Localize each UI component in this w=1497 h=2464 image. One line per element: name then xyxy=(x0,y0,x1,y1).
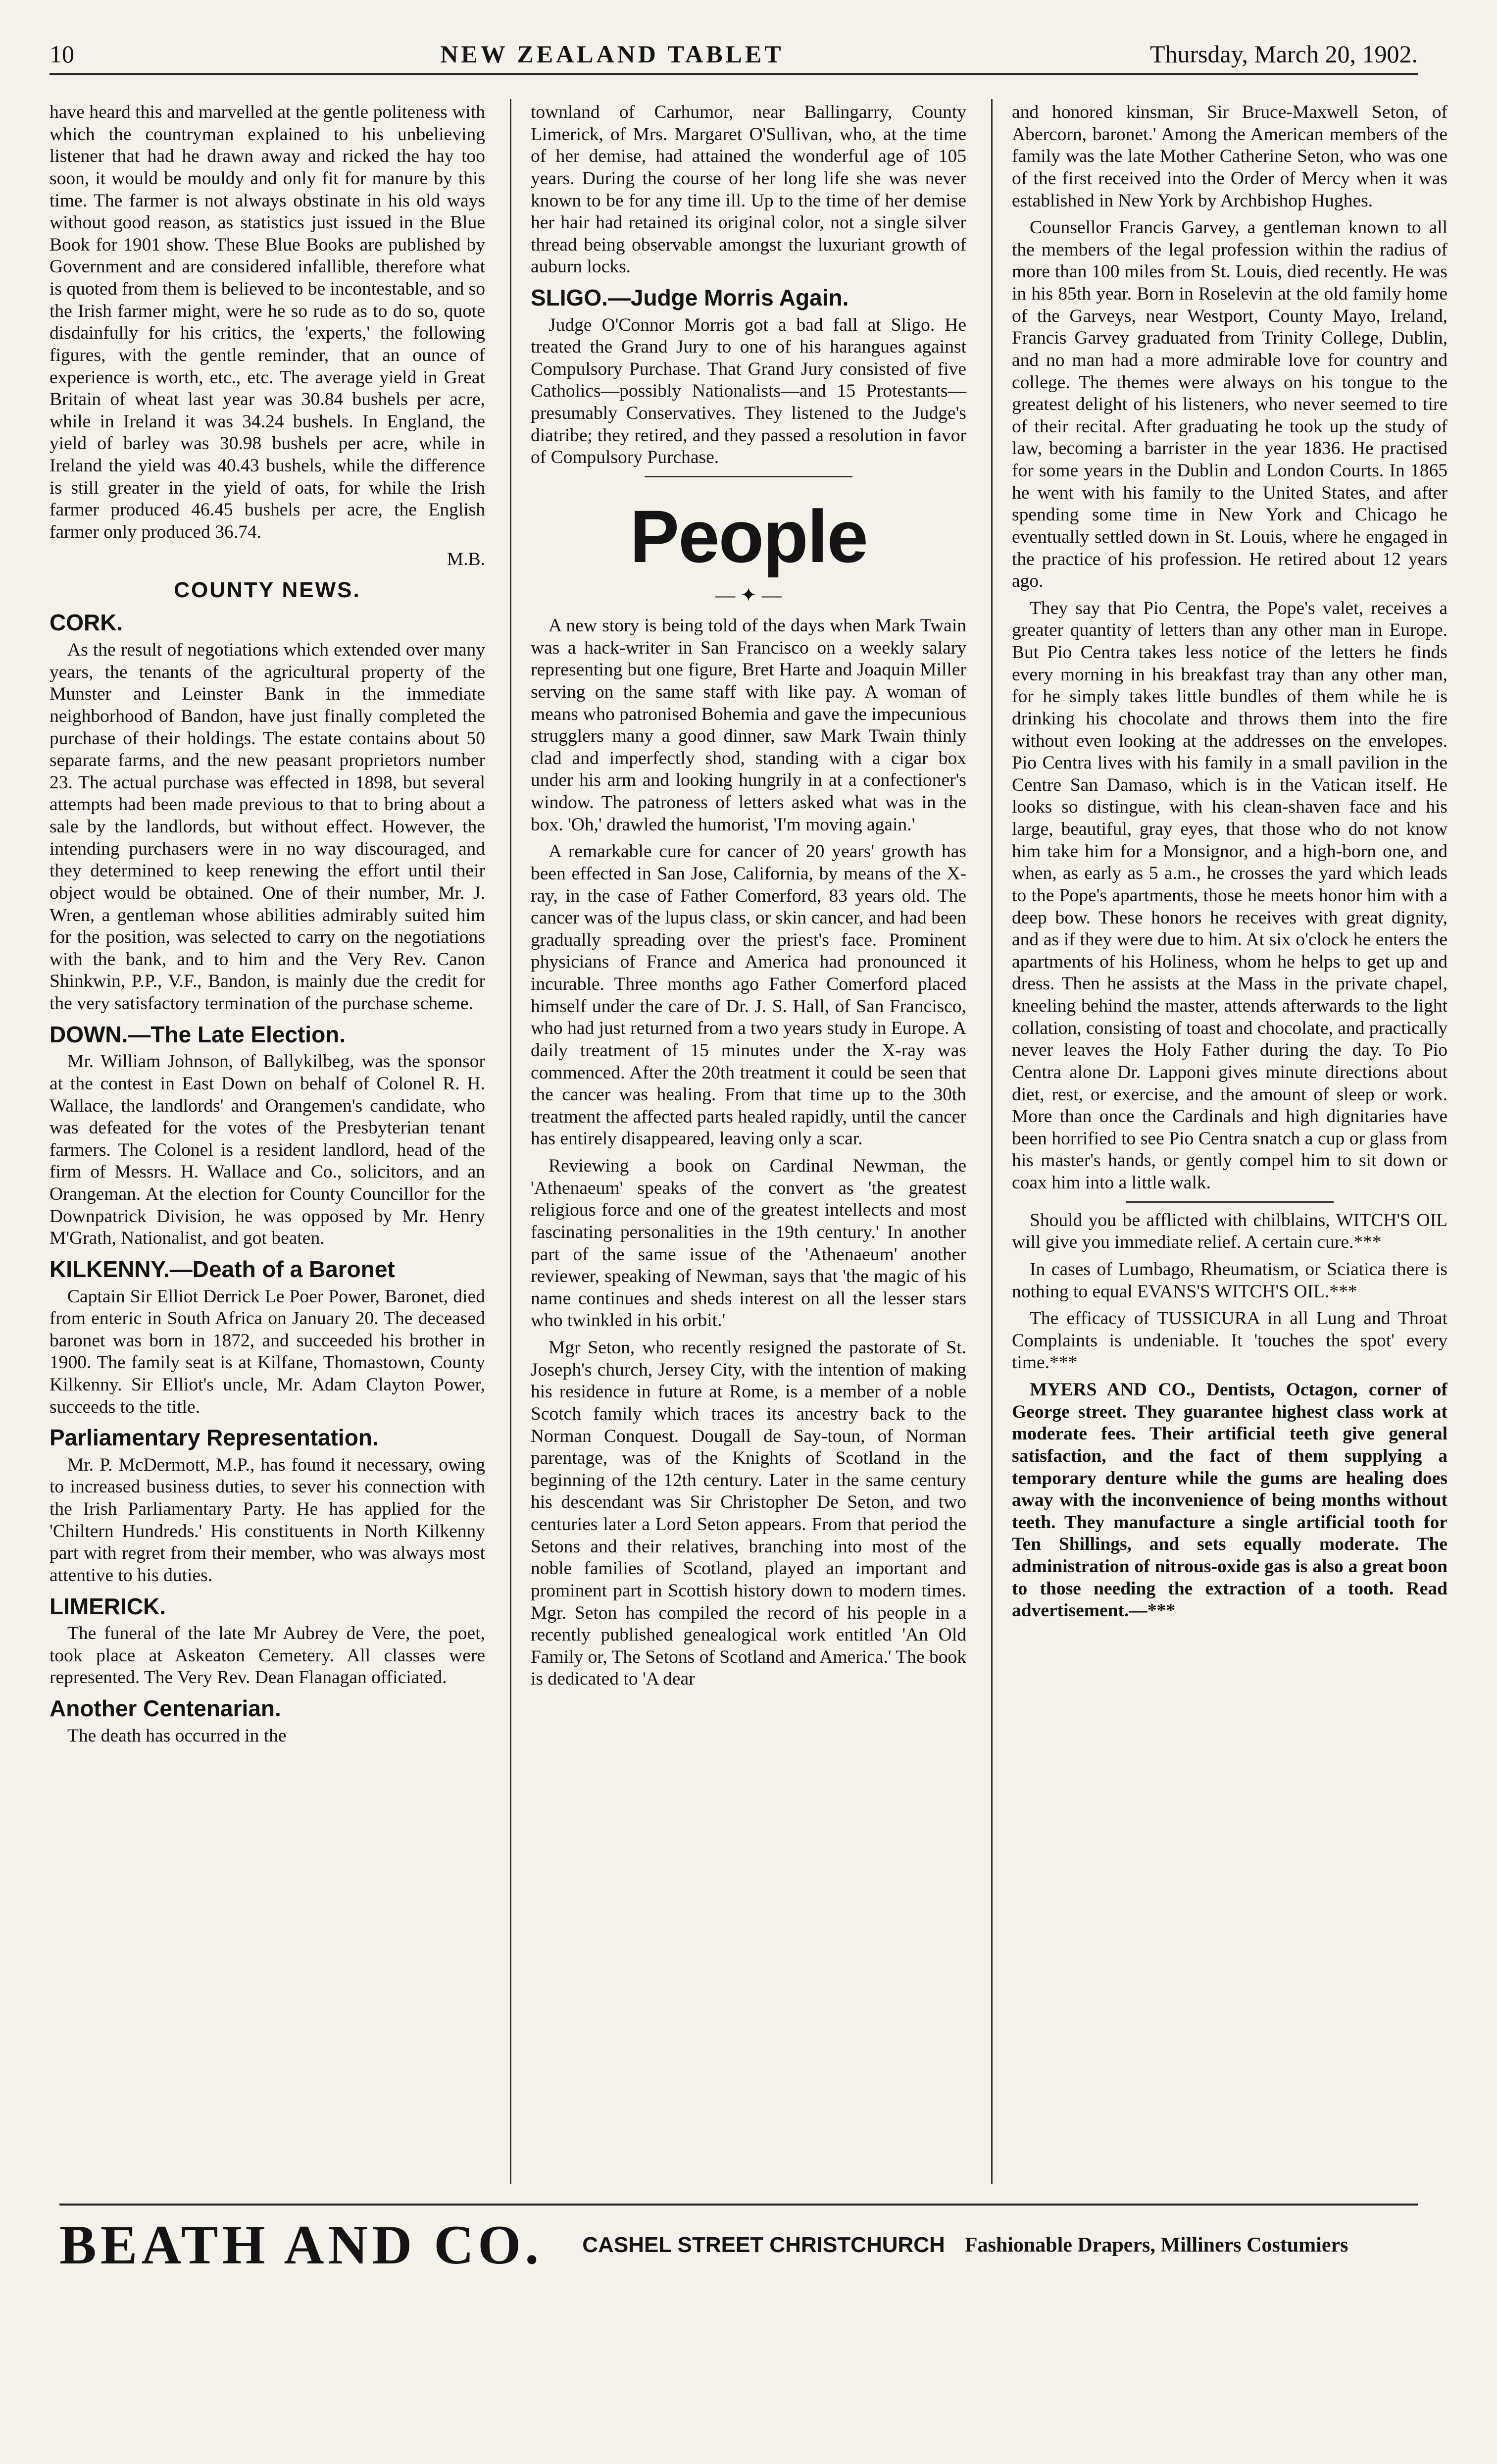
ornament-icon: — ✦ — xyxy=(715,584,782,607)
article-text: The funeral of the late Mr Aubrey de Vere, the poet, took place at Askeaton Cemetery. All classes were represented. The Very Rev. Dean Flanagan officiated. xyxy=(50,1623,485,1688)
column-2 xyxy=(531,102,966,1695)
advertisement: MYERS AND CO., Dentists, Octagon, corner of George street. They guarantee highest class work at moderate fees. Their artificial teeth give general satisfaction, and the fact of them supplying a temporary denture while the gums are healing does away with the inconvenience of being months without teeth. They manufacture a single artificial tooth for Ten Shillings, and sets equally moderate. The administration of nitrous-oxide gas is also a great boon to those needing the extraction of a tooth. Read advertisement.—*** xyxy=(1012,1380,1447,1621)
subheading: SLIGO.—Judge Morris Again. xyxy=(531,285,849,310)
column-1 xyxy=(50,102,485,1752)
page-number: 10 xyxy=(50,40,74,68)
article-text: Captain Sir Elliot Derrick Le Poer Power, Baronet, died from enteric in South Africa on January 20. The deceased baronet was born in 1872, and succeeded his brother in 1900. The family seat is at Kilfane, Thomastown, County Kilkenny. Sir Elliot's uncle, Mr. Adam Clayton Power, succeeds to the title. xyxy=(50,1286,485,1417)
article-text: Reviewing a book on Cardinal Newman, the 'Athenaeum' speaks of the convert as 'the greatest religious force and one of the greatest intellects and most fascinating personalities in the 19th century.' In another part of the same issue of the 'Athenaeum' another reviewer, speaking of Newman, says that 'the magic of his name continues and sheds interest on all the lesser stars who twinkled in his orbit.' xyxy=(531,1156,966,1331)
footer-brand: BEATH AND CO. xyxy=(59,2214,543,2276)
page-header xyxy=(50,30,1418,75)
article-text: The death has occurred in the xyxy=(67,1725,287,1746)
footer-trade: Fashionable Drapers, Milliners Costumiers xyxy=(964,2233,1348,2257)
subheading: KILKENNY.—Death of a Baronet xyxy=(50,1256,395,1282)
publication-title: NEW ZEALAND TABLET xyxy=(440,40,784,68)
subheading: DOWN.—The Late Election. xyxy=(50,1021,346,1047)
subheading: LIMERICK. xyxy=(50,1593,166,1619)
subheading: Parliamentary Representation. xyxy=(50,1425,379,1451)
article-signature: M.B. xyxy=(447,549,485,569)
article-text: Mr. P. McDermott, M.P., has found it necessary, owing to increased business duties, to sever his connection with the Irish Parliamentary Party. He has applied for the 'Chiltern Hundreds.' His constituents in North Kilkenny part with regret from their member, who was always most attentive to his duties. xyxy=(50,1454,485,1586)
issue-date: Thursday, March 20, 1902. xyxy=(1149,40,1418,68)
article-text: A remarkable cure for cancer of 20 years' growth has been effected in San Jose, California, by means of the X-ray, in the case of Father Comerford, 83 years old. The cancer was of the lupus class, or skin cancer, and had been gradually spreading over the priest's face. Prominent physicians of France and America had pronounced it incurable. Three months ago Father Comerford placed himself under the care of Dr. J. S. Hall, of San Francisco, who had just returned from a two years study in Europe. A daily treatment of 15 minutes under the X-ray was commenced. After the 20th treatment it could be seen that the cancer was healing. From that time up to the 30th treatment the affected parts healed rapidly, until the cancer has entirely disappeared, leaving only a scar. xyxy=(531,841,966,1149)
column-rule-1 xyxy=(510,99,511,2184)
article-text: Mr. William Johnson, of Ballykilbeg, was the sponsor at the contest in East Down on behalf of Colonel R. H. Wallace, the landlords' and Orangemen's candidate, who was defeated for the votes of the Presbyterian tenant farmers. The Colonel is a resident landlord, head of the firm of Messrs. H. Wallace and Co., solicitors, and an Orangeman. At the election for County Councillor for the Downpatrick Division, he was opposed by Mr. Henry M'Grath, Nationalist, and got beaten. xyxy=(50,1051,485,1249)
advertisement: Should you be afflicted with chilblains, WITCH'S OIL will give you immediate relief. A certain cure.*** xyxy=(1012,1210,1447,1253)
article-text: and honored kinsman, Sir Bruce-Maxwell Seton, of Abercorn, baronet.' Among the American members of the family was the late Mother Catherine Seton, who was one of the first received into the Order of Mercy when it was established in New York by Archbishop Hughes. xyxy=(1012,102,1447,211)
article-text: Judge O'Connor Morris got a bad fall at Sligo. He treated the Grand Jury to one of his harangues against Compulsory Purchase. That Grand Jury consisted of five Catholics—possibly Nationalists—and 15 Protestants—presumably Conservatives. They listened to the Judge's diatribe; they retired, and they passed a resolution in favor of Compulsory Purchase. xyxy=(531,314,966,468)
column-3 xyxy=(1012,102,1447,1627)
article-text: A new story is being told of the days when Mark Twain was a hack-writer in San Francisco on a weekly salary representing but one figure, Bret Harte and Joaquin Miller serving on the same staff with like pay. A woman of means who patronised Bohemia and gave the impecunious strugglers many a good dinner, saw Mark Twain thinly clad and imperfectly shod, standing with a cigar box under his arm and looking hungrily in at a confectioner's window. The patroness of letters asked what was in the box. 'Oh,' drawled the humorist, 'I'm moving again.' xyxy=(531,616,966,835)
section-heading: COUNTY NEWS. xyxy=(174,578,361,603)
article-text: As the result of negotiations which extended over many years, the tenants of the agricultural property of the Munster and Leinster Bank in the immediate neighborhood of Bandon, have just finally completed the purchase of their holdings. The estate contains about 50 separate farms, and the new peasant proprietors number 23. The actual purchase was effected in 1898, but several attempts had been made previous to that to bring about a sale by the landlords, but without effect. However, the intending purchasers were in no way discouraged, and they determined to keep renewing the effort until their object would be obtained. One of their number, Mr. J. Wren, a gentleman whose abilities admirably suited him for the position, was selected to carry on the negotiations with the bank, and to him and the Very Rev. Canon Shinkwin, P.P., V.F., Bandon, is mainly due the credit for the very satisfactory termination of the purchase scheme. xyxy=(50,640,485,1014)
divider xyxy=(645,476,852,477)
advertisement: The efficacy of TUSSICURA in all Lung and Throat Complaints is undeniable. It 'touches the spot' every time.*** xyxy=(1012,1308,1447,1373)
subheading: CORK. xyxy=(50,610,123,636)
section-title: People xyxy=(630,494,867,578)
footer-address: CASHEL STREET CHRISTCHURCH xyxy=(582,2233,945,2257)
column-rule-2 xyxy=(991,99,993,2184)
article-text: have heard this and marvelled at the gentle politeness with which the countryman explained to his unbelieving listener that had he drawn away and ricked the hay too soon, it would be mouldy and only fit for manure by this time. The farmer is not always obstinate in his old ways without good reason, as statistics just issued in the Blue Book for 1901 show. These Blue Books are published by Government and are considered infallible, therefore what is quoted from them is believed to be incontestable, and so the Irish farmer might, were he so rude as to do so, quote disdainfully for his critics, the 'experts,' the following figures, with the gentle reminder, that an ounce of experience is worth, etc., etc. The average yield in Great Britain of wheat last year was 30.84 bushels per acre, while in Ireland it was 34.24 bushels. In England, the yield of barley was 30.98 bushels per acre, while in Ireland the yield was 40.43 bushels, while the difference is still greater in the yield of oats, for while the Irish farmer produced 46.45 bushels per acre, the English farmer only produced 36.74. xyxy=(50,102,486,542)
subheading: Another Centenarian. xyxy=(50,1695,281,1722)
article-text: townland of Carhumor, near Ballingarry, County Limerick, of Mrs. Margaret O'Sullivan, who, at the time of her demise, had attained the wonderful age of 105 years. During the course of her long life she was never known to be for any time ill. Up to the time of her demise her hair had retained its original color, not a single silver thread being observable amongst the luxuriant growth of auburn locks. xyxy=(531,102,966,277)
advertisement: In cases of Lumbago, Rheumatism, or Sciatica there is nothing to equal EVANS'S WITCH'S OIL.*** xyxy=(1012,1259,1447,1302)
article-text: They say that Pio Centra, the Pope's valet, receives a greater quantity of letters than any other man in Europe. But Pio Centra takes less notice of the letters he finds every morning in his breakfast tray than any other man, for he simply takes little bundles of them while he is drinking his chocolate and throws them into the fire without even looking at the addresses on the envelopes. Pio Centra lives with his family in a small pavilion in the Centre San Damaso, which is in the Vatican itself. He looks so distingue, with his clean-shaven face and his large, beautiful, gray eyes, that those who do not know him take him for a Monsignor, and a high-born one, and when, as early as 5 a.m., he crosses the yard which leads to the Pope's apartments, those he meets honor him with a deep bow. These honors he receives with great dignity, and as if they were due to him. At six o'clock he enters the apartments of his Holiness, whom he helps to get up and dress. Then he assists at the Mass in the private chapel, kneeling behind the master, attends afterwards to the light collation, consisting of toast and chocolate, and practically never leaves the Holy Father during the day. To Pio Centra alone Dr. Lapponi gives minute directions about diet, rest, or exercise, and the amount of sleep or work. More than once the Cardinals and high dignitaries have been horrified to see Pio Centra snatch a cup or glass from his master's hands, or gently compel him to sit down or coax him into a little walk. xyxy=(1012,598,1447,1193)
footer-advertisement xyxy=(59,2204,1418,2285)
article-text: Counsellor Francis Garvey, a gentleman known to all the members of the legal profession within the radius of more than 100 miles from St. Louis, died recently. He was in his 85th year. Born in Roselevin at the old family home of the Garveys, near Westport, County Mayo, Ireland, Francis Garvey graduated from Trinity College, Dublin, and no man had a more admirable love for country and college. The themes were always on his tongue to the greatest delight of his listeners, who never seemed to tire of their recital. After graduating he took up the study of law, becoming a barrister in the year 1836. He practised for some years in the Dublin and London Courts. In 1865 he went with his family to the United States, and after spending some time in New York and Chicago he eventually settled down in St. Louis, where he engaged in the practice of his profession. He retired about 12 years ago. xyxy=(1012,217,1447,592)
divider xyxy=(1126,1201,1334,1203)
article-text: Mgr Seton, who recently resigned the pastorate of St. Joseph's church, Jersey City, with the intention of making his residence in future at Rome, is a member of a noble Scotch family which traces its ancestry back to the Norman Conquest. Dougall de Say-toun, of Norman parentage, was of the Knights of Scotland in the beginning of the 12th century. Later in the same century his descendant was Sir Christopher De Seton, and two centuries later a Lord Seton appears. From that period the Setons and their relatives, branching into most of the noble families of Scotland, played an important and prominent part in Scottish history down to modern times. Mgr. Seton has compiled the record of his people in a recently published genealogical work entitled 'An Old Family or, The Setons of Scotland and America.' The book is dedicated to 'A dear xyxy=(531,1337,966,1690)
